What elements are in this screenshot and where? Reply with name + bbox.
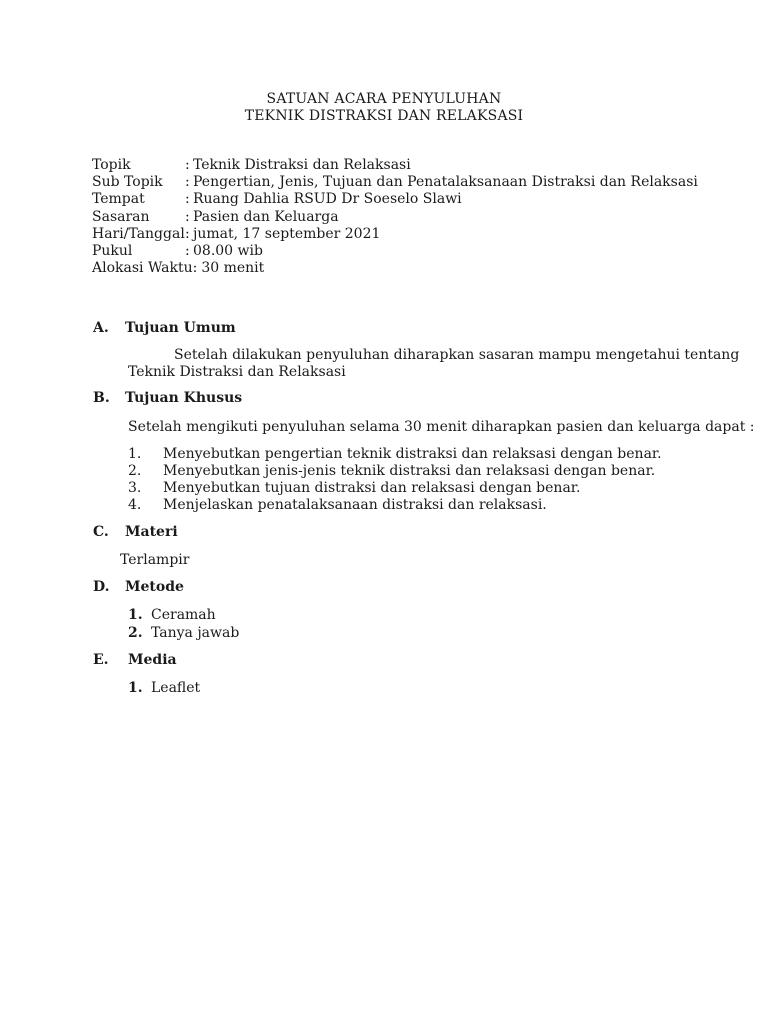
section-title: Media (128, 652, 177, 668)
section-letter: C. (93, 524, 109, 540)
section-a-text-line1: Setelah dilakukan penyuluhan diharapkan sasaran mampu mengetahui tentang (174, 347, 740, 363)
info-row-hari-tanggal (92, 226, 698, 243)
info-value: Pasien dan Keluarga (193, 208, 339, 225)
info-value: Teknik Distraksi dan Relaksasi (193, 157, 411, 173)
info-value: jumat, 17 september 2021 (193, 225, 381, 242)
list-number: 1. (128, 446, 142, 462)
info-label: Tempat (92, 191, 145, 208)
section-title: Tujuan Khusus (125, 390, 243, 406)
section-b-list (128, 446, 662, 514)
list-item (128, 606, 239, 624)
list-item (128, 679, 200, 697)
section-b-intro: Setelah mengikuti penyuluhan selama 30 menit diharapkan pasien dan keluarga dapat : (128, 419, 755, 435)
list-number: 2. (128, 463, 142, 479)
info-label: Sub Topik (92, 174, 163, 191)
list-number: 1. (128, 607, 143, 623)
list-number: 3. (128, 480, 142, 496)
section-b-heading (93, 390, 242, 406)
info-row-pukul (92, 243, 698, 260)
info-separator: : (185, 243, 190, 260)
section-e-list (128, 679, 200, 697)
list-text: Menjelaskan penatalaksanaan distraksi dan relaksasi. (163, 497, 547, 513)
section-e-heading (93, 652, 177, 668)
list-item (128, 446, 662, 463)
section-c-text: Terlampir (120, 552, 190, 568)
info-value: 08.00 wib (193, 243, 263, 260)
section-title: Tujuan Umum (125, 320, 236, 336)
list-text: Ceramah (151, 607, 216, 623)
info-label: Topik (92, 157, 131, 173)
list-item (128, 480, 662, 497)
info-row-sasaran (92, 209, 698, 226)
section-a-heading (93, 320, 236, 336)
info-table (92, 157, 698, 277)
info-value: Ruang Dahlia RSUD Dr Soeselo Slawi (193, 191, 462, 208)
list-number: 4. (128, 497, 142, 513)
info-separator: : (185, 157, 190, 173)
list-item (128, 624, 239, 642)
info-separator: : (185, 208, 190, 225)
info-label: Pukul (92, 243, 133, 260)
list-number: 1. (128, 680, 143, 696)
info-label: Alokasi Waktu: (92, 260, 198, 277)
list-text: Leaflet (151, 680, 201, 696)
list-number: 2. (128, 625, 143, 641)
section-letter: E. (93, 652, 109, 668)
document-title-line1: SATUAN ACARA PENYULUHAN (266, 91, 502, 107)
info-separator: : (185, 191, 190, 208)
info-separator: : (185, 225, 190, 242)
info-label: Sasaran (92, 208, 150, 225)
section-c-heading (93, 524, 178, 540)
info-row-tempat (92, 191, 698, 208)
section-d-heading (93, 579, 184, 595)
section-title: Metode (125, 579, 184, 595)
section-title: Materi (125, 524, 178, 540)
list-text: Menyebutkan tujuan distraksi dan relaksasi dengan benar. (163, 480, 581, 496)
list-item (128, 497, 662, 514)
list-item (128, 463, 662, 480)
info-row-alokasi-waktu (92, 260, 698, 277)
info-separator: : (185, 174, 190, 191)
list-text: Menyebutkan pengertian teknik distraksi dan relaksasi dengan benar. (163, 446, 662, 462)
section-d-list (128, 606, 239, 642)
info-value: 30 menit (201, 260, 265, 277)
list-text: Menyebutkan jenis-jenis teknik distraksi dan relaksasi dengan benar. (163, 463, 656, 479)
section-a-text-line2: Teknik Distraksi dan Relaksasi (128, 364, 346, 380)
info-label: Hari/Tanggal (92, 225, 185, 242)
info-row-sub-topik (92, 174, 698, 191)
section-letter: A. (93, 320, 109, 336)
info-value: Pengertian, Jenis, Tujuan dan Penatalaksanaan Distraksi dan Relaksasi (193, 174, 698, 191)
document-title-line2: TEKNIK DISTRAKSI DAN RELAKSASI (244, 108, 524, 124)
section-letter: B. (93, 390, 110, 406)
list-text: Tanya jawab (151, 625, 240, 641)
section-letter: D. (93, 579, 110, 595)
info-row-topik (92, 157, 698, 174)
